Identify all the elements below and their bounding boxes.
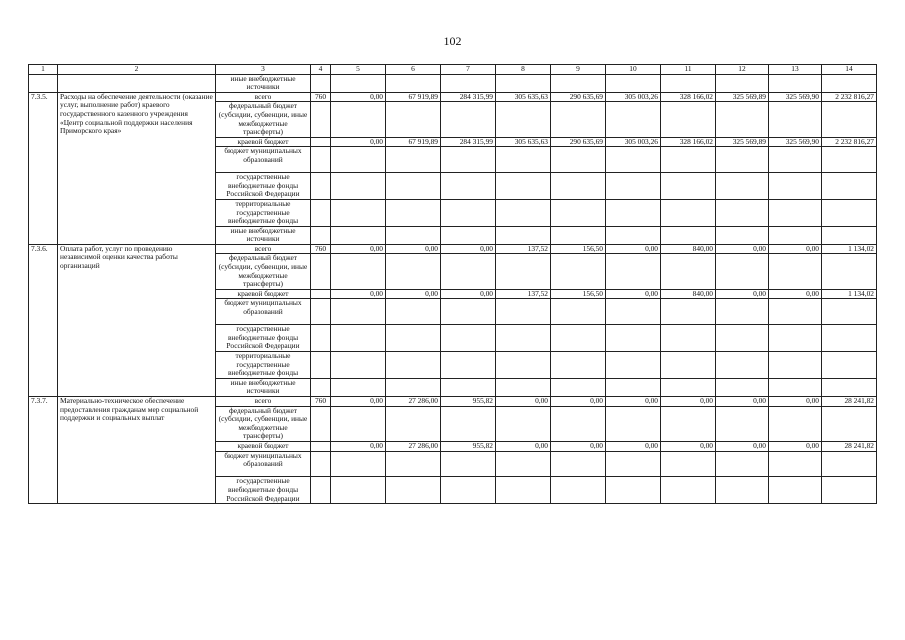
table-row <box>29 397 877 407</box>
source-cell: государственные внебюджетные фонды Российской Федерации <box>216 325 311 352</box>
value-cell <box>606 299 661 325</box>
value-cell: 0,00 <box>331 397 386 407</box>
value-cell: 325 569,89 <box>716 92 769 102</box>
grbs-cell: 760 <box>311 92 331 102</box>
value-cell <box>496 325 551 352</box>
value-cell: 2 232 816,27 <box>822 137 877 147</box>
value-cell <box>441 102 496 137</box>
value-cell: 0,00 <box>716 289 769 299</box>
column-number-cell: 9 <box>551 65 606 75</box>
empty-cell <box>551 74 606 92</box>
value-cell <box>551 325 606 352</box>
value-cell <box>441 226 496 244</box>
value-cell: 290 635,69 <box>551 92 606 102</box>
value-cell: 137,52 <box>496 244 551 254</box>
empty-cell <box>58 74 216 92</box>
empty-cell <box>441 74 496 92</box>
value-cell <box>441 325 496 352</box>
grbs-cell <box>311 451 331 477</box>
value-cell <box>822 147 877 173</box>
empty-cell <box>716 74 769 92</box>
value-cell <box>441 352 496 379</box>
column-number-cell: 11 <box>661 65 716 75</box>
value-cell <box>331 254 386 289</box>
value-cell <box>716 173 769 200</box>
value-cell <box>606 226 661 244</box>
value-cell: 325 569,90 <box>769 92 822 102</box>
source-cell: федеральный бюджет (субсидии, субвенции, иные межбюджетные трансферты) <box>216 102 311 137</box>
value-cell <box>331 299 386 325</box>
column-number-cell: 3 <box>216 65 311 75</box>
value-cell <box>822 406 877 441</box>
value-cell <box>496 378 551 396</box>
header-row <box>29 65 877 75</box>
source-cell: краевой бюджет <box>216 289 311 299</box>
value-cell: 0,00 <box>606 441 661 451</box>
value-cell <box>769 299 822 325</box>
grbs-cell <box>311 137 331 147</box>
value-cell <box>822 173 877 200</box>
value-cell <box>716 477 769 504</box>
value-cell <box>386 102 441 137</box>
value-cell: 955,82 <box>441 441 496 451</box>
empty-cell <box>769 74 822 92</box>
empty-cell <box>311 74 331 92</box>
value-cell: 0,00 <box>331 289 386 299</box>
source-cell: бюджет муниципальных образований <box>216 299 311 325</box>
value-cell <box>822 226 877 244</box>
value-cell <box>331 406 386 441</box>
column-number-cell: 7 <box>441 65 496 75</box>
value-cell <box>441 299 496 325</box>
page-number: 102 <box>443 34 462 48</box>
value-cell: 67 919,89 <box>386 137 441 147</box>
value-cell <box>551 299 606 325</box>
value-cell: 2 232 816,27 <box>822 92 877 102</box>
value-cell <box>661 378 716 396</box>
value-cell <box>661 352 716 379</box>
column-number-cell: 4 <box>311 65 331 75</box>
grbs-cell <box>311 199 331 226</box>
value-cell <box>386 199 441 226</box>
row-title: Материально-техническое обеспечение предоставления гражданам мер социальной поддержки и социальных выплат <box>58 397 216 504</box>
value-cell <box>496 406 551 441</box>
column-number-cell: 6 <box>386 65 441 75</box>
value-cell <box>661 299 716 325</box>
empty-cell <box>606 74 661 92</box>
value-cell <box>716 406 769 441</box>
value-cell: 0,00 <box>661 397 716 407</box>
value-cell <box>606 147 661 173</box>
source-cell: всего <box>216 92 311 102</box>
value-cell <box>386 352 441 379</box>
value-cell <box>551 254 606 289</box>
value-cell: 67 919,89 <box>386 92 441 102</box>
value-cell <box>661 451 716 477</box>
value-cell: 1 134,02 <box>822 289 877 299</box>
table-row <box>29 92 877 102</box>
value-cell: 955,82 <box>441 397 496 407</box>
value-cell: 0,00 <box>331 441 386 451</box>
value-cell <box>441 378 496 396</box>
value-cell <box>769 406 822 441</box>
value-cell <box>661 254 716 289</box>
value-cell: 0,00 <box>716 441 769 451</box>
value-cell <box>606 199 661 226</box>
value-cell <box>606 102 661 137</box>
value-cell <box>551 451 606 477</box>
grbs-cell <box>311 226 331 244</box>
value-cell <box>496 451 551 477</box>
source-cell: территориальные государственные внебюджетные фонды <box>216 352 311 379</box>
value-cell <box>386 406 441 441</box>
value-cell <box>551 378 606 396</box>
value-cell <box>606 325 661 352</box>
value-cell <box>551 147 606 173</box>
value-cell: 0,00 <box>661 441 716 451</box>
row-title: Оплата работ, услуг по проведению независимой оценки качества работы организаций <box>58 244 216 396</box>
value-cell: 156,50 <box>551 289 606 299</box>
value-cell <box>331 199 386 226</box>
value-cell <box>716 147 769 173</box>
value-cell: 0,00 <box>606 289 661 299</box>
value-cell: 0,00 <box>331 244 386 254</box>
column-number-cell: 5 <box>331 65 386 75</box>
source-cell: федеральный бюджет (субсидии, субвенции, иные межбюджетные трансферты) <box>216 406 311 441</box>
value-cell <box>496 199 551 226</box>
source-cell: всего <box>216 397 311 407</box>
value-cell: 28 241,82 <box>822 397 877 407</box>
value-cell <box>496 102 551 137</box>
value-cell <box>716 226 769 244</box>
source-cell: краевой бюджет <box>216 137 311 147</box>
column-number-cell: 8 <box>496 65 551 75</box>
empty-cell <box>661 74 716 92</box>
value-cell <box>716 325 769 352</box>
value-cell: 0,00 <box>331 137 386 147</box>
value-cell <box>386 378 441 396</box>
grbs-cell: 760 <box>311 397 331 407</box>
value-cell <box>551 102 606 137</box>
value-cell <box>331 226 386 244</box>
value-cell <box>441 406 496 441</box>
value-cell <box>769 173 822 200</box>
value-cell <box>769 451 822 477</box>
value-cell <box>551 199 606 226</box>
value-cell <box>386 325 441 352</box>
value-cell: 27 286,00 <box>386 397 441 407</box>
value-cell <box>496 477 551 504</box>
value-cell <box>822 199 877 226</box>
value-cell <box>551 173 606 200</box>
grbs-cell <box>311 477 331 504</box>
value-cell <box>822 378 877 396</box>
value-cell <box>606 378 661 396</box>
value-cell <box>769 226 822 244</box>
value-cell <box>331 173 386 200</box>
value-cell <box>441 254 496 289</box>
value-cell: 284 315,99 <box>441 137 496 147</box>
value-cell <box>331 352 386 379</box>
value-cell: 0,00 <box>496 441 551 451</box>
value-cell <box>551 406 606 441</box>
value-cell: 0,00 <box>716 397 769 407</box>
value-cell <box>496 352 551 379</box>
column-number-cell: 10 <box>606 65 661 75</box>
value-cell <box>769 477 822 504</box>
source-cell: государственные внебюджетные фонды Российской Федерации <box>216 477 311 504</box>
value-cell: 27 286,00 <box>386 441 441 451</box>
value-cell <box>769 325 822 352</box>
value-cell <box>606 352 661 379</box>
row-code: 7.3.7. <box>29 397 58 504</box>
value-cell: 305 003,26 <box>606 92 661 102</box>
value-cell <box>716 102 769 137</box>
value-cell <box>716 199 769 226</box>
grbs-cell: 760 <box>311 244 331 254</box>
value-cell <box>331 147 386 173</box>
grbs-cell <box>311 325 331 352</box>
value-cell <box>822 477 877 504</box>
value-cell <box>716 352 769 379</box>
value-cell <box>606 451 661 477</box>
grbs-cell <box>311 378 331 396</box>
value-cell <box>386 254 441 289</box>
value-cell <box>606 477 661 504</box>
value-cell <box>661 477 716 504</box>
value-cell <box>822 325 877 352</box>
source-cell: иные внебюджетные источники <box>216 378 311 396</box>
budget-table <box>28 64 877 504</box>
grbs-cell <box>311 352 331 379</box>
value-cell <box>606 254 661 289</box>
empty-cell <box>386 74 441 92</box>
source-cell: бюджет муниципальных образований <box>216 451 311 477</box>
value-cell <box>769 254 822 289</box>
value-cell <box>441 451 496 477</box>
value-cell <box>661 102 716 137</box>
source-cell: бюджет муниципальных образований <box>216 147 311 173</box>
value-cell: 0,00 <box>441 244 496 254</box>
value-cell <box>716 299 769 325</box>
value-cell <box>386 147 441 173</box>
value-cell: 325 569,89 <box>716 137 769 147</box>
value-cell: 284 315,99 <box>441 92 496 102</box>
grbs-cell <box>311 254 331 289</box>
value-cell: 156,50 <box>551 244 606 254</box>
value-cell <box>661 199 716 226</box>
source-cell: краевой бюджет <box>216 441 311 451</box>
value-cell <box>551 352 606 379</box>
value-cell: 325 569,90 <box>769 137 822 147</box>
value-cell: 0,00 <box>769 397 822 407</box>
value-cell <box>822 102 877 137</box>
value-cell <box>441 173 496 200</box>
source-cell: всего <box>216 244 311 254</box>
value-cell <box>661 406 716 441</box>
value-cell: 0,00 <box>716 244 769 254</box>
value-cell <box>551 226 606 244</box>
value-cell <box>769 378 822 396</box>
value-cell: 0,00 <box>441 289 496 299</box>
value-cell: 328 166,02 <box>661 92 716 102</box>
value-cell <box>551 477 606 504</box>
grbs-cell <box>311 289 331 299</box>
value-cell <box>661 325 716 352</box>
value-cell: 1 134,02 <box>822 244 877 254</box>
value-cell <box>822 352 877 379</box>
table-row <box>29 244 877 254</box>
value-cell <box>606 173 661 200</box>
grbs-cell <box>311 147 331 173</box>
grbs-cell <box>311 102 331 137</box>
value-cell <box>441 199 496 226</box>
value-cell <box>822 451 877 477</box>
value-cell: 137,52 <box>496 289 551 299</box>
row-code: 7.3.6. <box>29 244 58 396</box>
value-cell: 0,00 <box>769 244 822 254</box>
value-cell <box>606 406 661 441</box>
value-cell <box>496 226 551 244</box>
value-cell: 0,00 <box>769 289 822 299</box>
grbs-cell <box>311 173 331 200</box>
source-cell: территориальные государственные внебюджетные фонды <box>216 199 311 226</box>
value-cell: 290 635,69 <box>551 137 606 147</box>
empty-cell <box>496 74 551 92</box>
value-cell <box>661 173 716 200</box>
value-cell <box>769 147 822 173</box>
value-cell: 0,00 <box>769 441 822 451</box>
column-number-cell: 2 <box>58 65 216 75</box>
value-cell <box>331 378 386 396</box>
value-cell <box>769 102 822 137</box>
value-cell <box>331 325 386 352</box>
value-cell <box>386 299 441 325</box>
value-cell <box>441 477 496 504</box>
value-cell <box>716 254 769 289</box>
grbs-cell <box>311 299 331 325</box>
value-cell <box>716 378 769 396</box>
value-cell: 0,00 <box>606 244 661 254</box>
column-number-cell: 13 <box>769 65 822 75</box>
value-cell <box>331 477 386 504</box>
value-cell <box>496 299 551 325</box>
value-cell <box>822 254 877 289</box>
value-cell: 0,00 <box>496 397 551 407</box>
value-cell <box>716 451 769 477</box>
value-cell <box>331 102 386 137</box>
row-title: Расходы на обеспечение деятельности (оказание услуг, выполнение работ) краевого государственного казенного учреждения «Центр социальной поддержки населения Приморского края» <box>58 92 216 244</box>
empty-cell <box>29 74 58 92</box>
source-cell: иные внебюджетные источники <box>216 74 311 92</box>
value-cell: 0,00 <box>331 92 386 102</box>
value-cell <box>386 477 441 504</box>
value-cell: 0,00 <box>386 244 441 254</box>
value-cell <box>386 173 441 200</box>
value-cell: 0,00 <box>551 441 606 451</box>
value-cell <box>386 451 441 477</box>
value-cell <box>822 299 877 325</box>
value-cell <box>386 226 441 244</box>
value-cell <box>769 199 822 226</box>
value-cell <box>496 254 551 289</box>
value-cell: 0,00 <box>551 397 606 407</box>
value-cell: 28 241,82 <box>822 441 877 451</box>
value-cell <box>661 147 716 173</box>
value-cell <box>441 147 496 173</box>
value-cell: 840,00 <box>661 244 716 254</box>
value-cell <box>496 173 551 200</box>
value-cell <box>769 352 822 379</box>
column-number-cell: 1 <box>29 65 58 75</box>
value-cell: 840,00 <box>661 289 716 299</box>
value-cell: 305 635,63 <box>496 92 551 102</box>
continuation-row <box>29 74 877 92</box>
source-cell: государственные внебюджетные фонды Российской Федерации <box>216 173 311 200</box>
value-cell <box>496 147 551 173</box>
grbs-cell <box>311 441 331 451</box>
row-code: 7.3.5. <box>29 92 58 244</box>
grbs-cell <box>311 406 331 441</box>
value-cell: 0,00 <box>606 397 661 407</box>
empty-cell <box>822 74 877 92</box>
column-number-cell: 12 <box>716 65 769 75</box>
column-number-cell: 14 <box>822 65 877 75</box>
source-cell: федеральный бюджет (субсидии, субвенции, иные межбюджетные трансферты) <box>216 254 311 289</box>
value-cell <box>331 451 386 477</box>
value-cell <box>661 226 716 244</box>
value-cell: 328 166,02 <box>661 137 716 147</box>
source-cell: иные внебюджетные источники <box>216 226 311 244</box>
value-cell: 0,00 <box>386 289 441 299</box>
value-cell: 305 635,63 <box>496 137 551 147</box>
empty-cell <box>331 74 386 92</box>
value-cell: 305 003,26 <box>606 137 661 147</box>
